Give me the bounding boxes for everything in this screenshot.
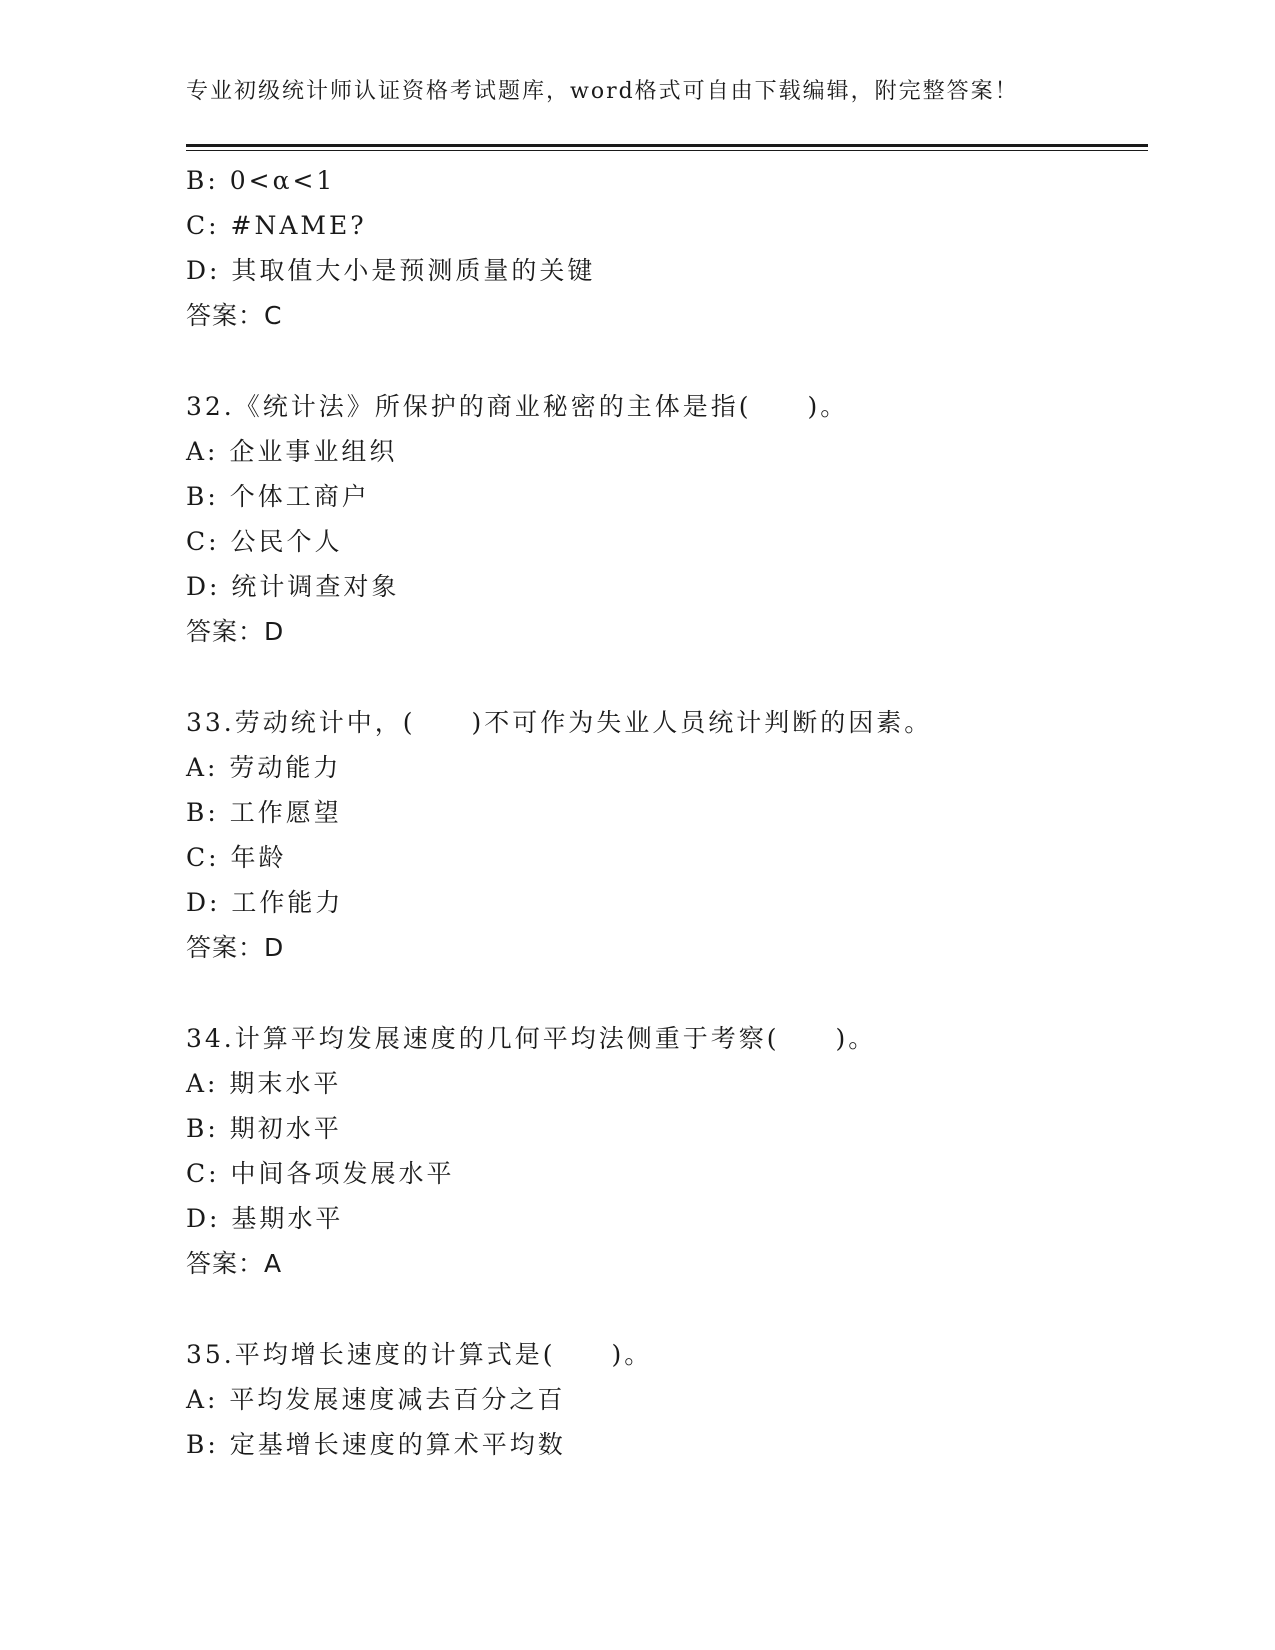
spacer xyxy=(186,1286,1166,1332)
option-d: D: 工作能力 xyxy=(186,888,344,917)
question-text: 33.劳动统计中，( )不可作为失业人员统计判断的因素。 xyxy=(186,708,933,737)
option-b: B: 定基增长速度的算术平均数 xyxy=(186,1430,566,1459)
question-33 xyxy=(186,700,1166,970)
answer-line: 答案：A xyxy=(186,1249,283,1278)
question-fragment xyxy=(186,158,1166,338)
option-c: C: 年龄 xyxy=(186,843,287,872)
option-b: B: 工作愿望 xyxy=(186,798,342,827)
option-c: C: 公民个人 xyxy=(186,527,343,556)
answer-line: 答案：C xyxy=(186,301,283,330)
option-d: D: 其取值大小是预测质量的关键 xyxy=(186,256,596,285)
header-rule-thick xyxy=(186,144,1148,147)
option-c: C: 中间各项发展水平 xyxy=(186,1159,455,1188)
option-a: A: 企业事业组织 xyxy=(186,437,398,466)
question-32 xyxy=(186,384,1166,654)
spacer xyxy=(186,338,1166,384)
option-d: D: 统计调查对象 xyxy=(186,572,400,601)
option-a: A: 平均发展速度减去百分之百 xyxy=(186,1385,566,1414)
spacer xyxy=(186,970,1166,1016)
option-c: C: #NAME? xyxy=(186,211,367,240)
option-b: B: 个体工商户 xyxy=(186,482,370,511)
answer-line: 答案：D xyxy=(186,933,285,962)
option-b: B: 0<α<1 xyxy=(186,166,336,195)
option-b: B: 期初水平 xyxy=(186,1114,342,1143)
question-text: 32.《统计法》所保护的商业秘密的主体是指( )。 xyxy=(186,392,849,421)
question-34 xyxy=(186,1016,1166,1286)
option-d: D: 基期水平 xyxy=(186,1204,344,1233)
answer-line: 答案：D xyxy=(186,617,285,646)
question-text: 35.平均增长速度的计算式是( )。 xyxy=(186,1340,653,1369)
option-a: A: 期末水平 xyxy=(186,1069,342,1098)
page-header-text: 专业初级统计师认证资格考试题库，word格式可自由下载编辑，附完整答案！ xyxy=(186,79,1019,104)
header-rule-thin xyxy=(186,150,1148,151)
spacer xyxy=(186,654,1166,700)
option-a: A: 劳动能力 xyxy=(186,753,342,782)
exam-content xyxy=(186,158,1166,1467)
question-text: 34.计算平均发展速度的几何平均法侧重于考察( )。 xyxy=(186,1024,877,1053)
question-35 xyxy=(186,1332,1166,1467)
